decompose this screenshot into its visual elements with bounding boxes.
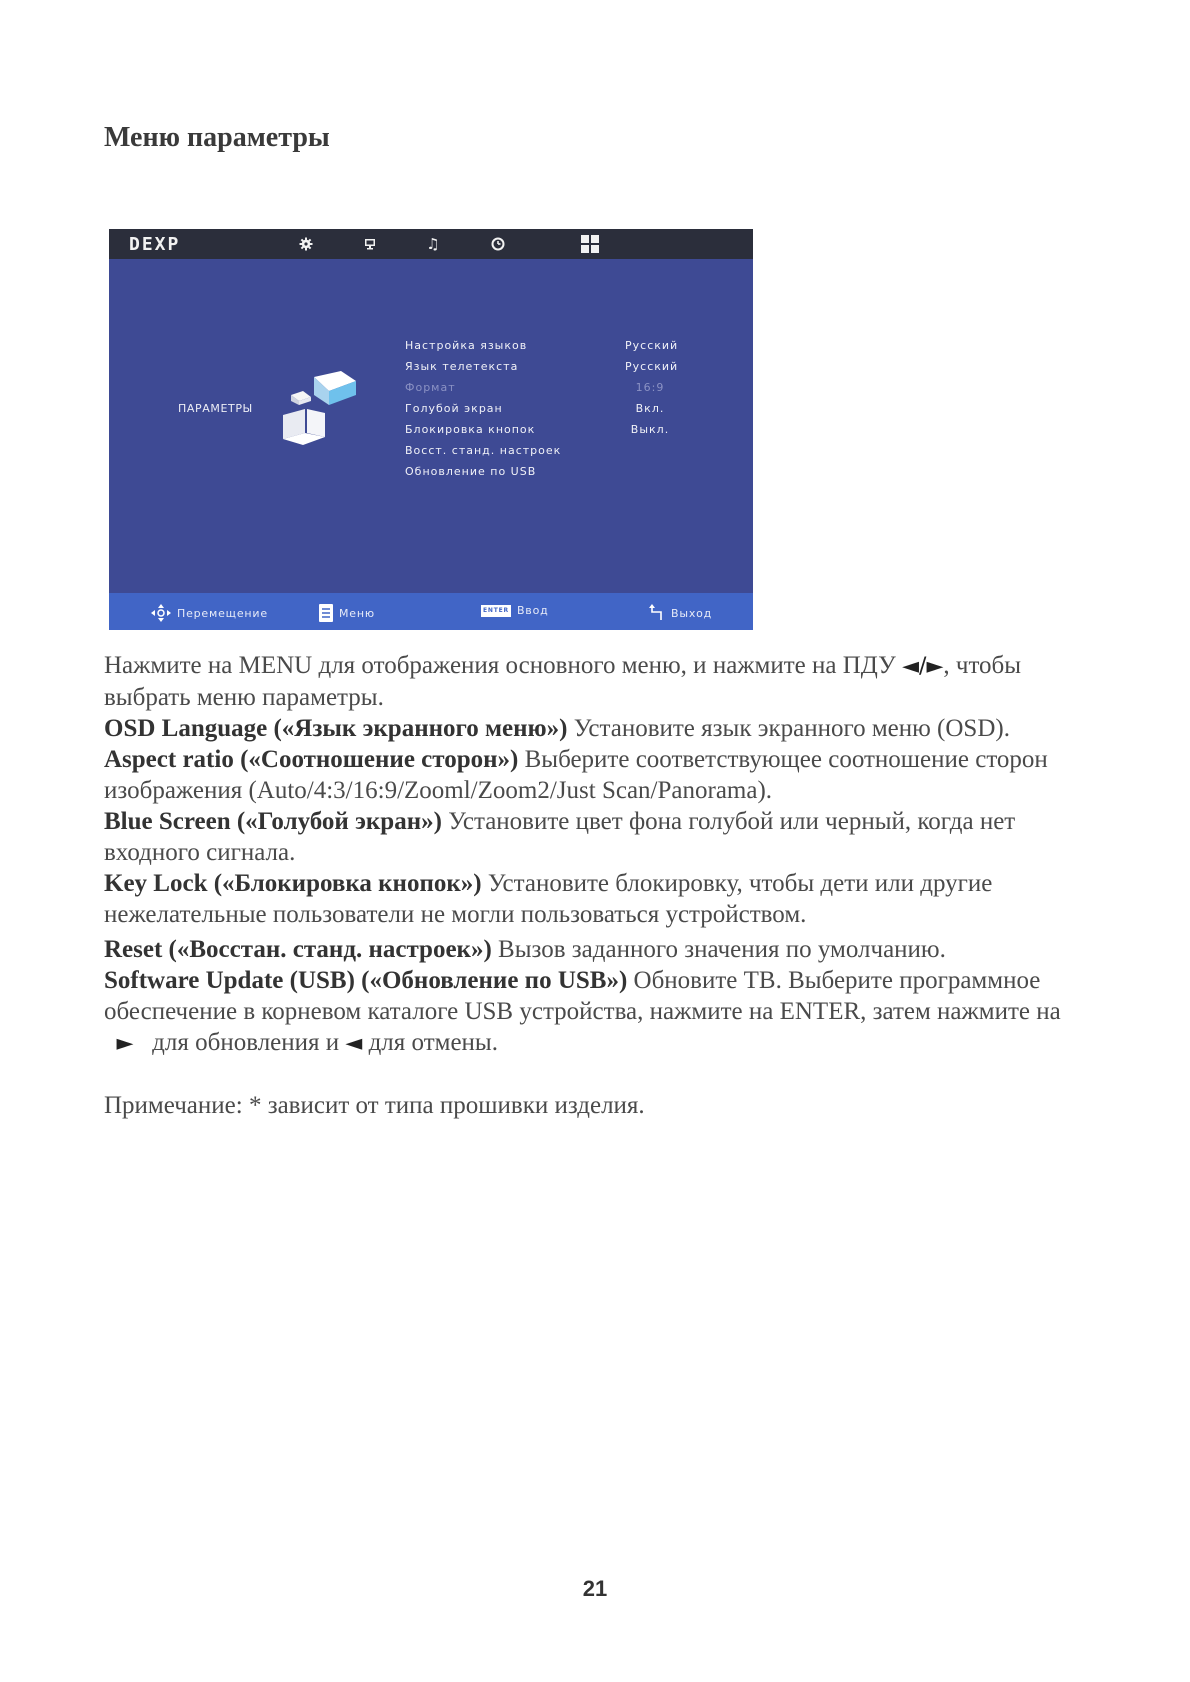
gear-icon[interactable] xyxy=(296,235,316,253)
blue-screen-paragraph: Blue Screen («Голубой экран») Установите цвет фона голубой или черный, когда нет входного сигнала. xyxy=(104,808,1016,866)
footer-menu: Меню xyxy=(319,604,375,622)
tv-footer-bar xyxy=(109,593,753,630)
enter-key-icon: ENTER xyxy=(481,605,511,617)
return-arrow-icon xyxy=(649,604,665,622)
settings-menu xyxy=(405,339,745,486)
page-number: 21 xyxy=(582,1576,608,1601)
settings-cubes-icon xyxy=(281,369,361,449)
osd-language-paragraph: OSD Language («Язык экранного меню») Установите язык экранного меню (OSD). xyxy=(104,715,1010,742)
grid-icon[interactable] xyxy=(580,235,600,253)
music-note-icon[interactable]: ♫ xyxy=(426,235,440,253)
tv-menu-screenshot xyxy=(109,229,753,630)
software-update-paragraph: Software Update (USB) («Обновление по USB») Обновите ТВ. Выберите программное обеспечение в корневом каталоге USB устройства, нажмите на ENTER, затем нажмите на ► для обновления и ◄ для отмены. xyxy=(104,967,1061,1056)
menu-item-key-lock[interactable]: Блокировка кнопок Выкл. xyxy=(405,423,670,436)
monitor-icon[interactable] xyxy=(360,235,380,253)
section-title: ПАРАМЕТРЫ xyxy=(178,402,253,415)
footer-move: Перемещение xyxy=(151,604,268,622)
menu-item-reset[interactable]: Восст. станд. настроек xyxy=(405,444,562,457)
directional-arrows-icon xyxy=(151,604,171,622)
menu-document-icon xyxy=(319,604,333,622)
menu-item-blue-screen[interactable]: Голубой экран Вкл. xyxy=(405,402,665,415)
menu-item-usb-update[interactable]: Обновление по USB xyxy=(405,465,537,478)
footer-enter: ENTER Ввод xyxy=(483,604,549,617)
footer-exit: Выход xyxy=(649,604,712,622)
tv-top-bar xyxy=(109,229,753,259)
clock-icon[interactable] xyxy=(488,235,508,253)
left-arrow-icon: ◄ xyxy=(345,1031,363,1056)
right-arrow-icon: ► xyxy=(116,1031,134,1056)
key-lock-paragraph: Key Lock («Блокировка кнопок») Установите блокировку, чтобы дети или другие нежелательные пользователи не могли пользоваться устройством. xyxy=(104,870,993,928)
dexp-logo: DEXP xyxy=(129,234,181,255)
menu-item-teletext-language[interactable]: Язык телетекста Русский xyxy=(405,360,679,373)
menu-item-osd-language[interactable]: Настройка языков Русский xyxy=(405,339,679,352)
left-right-arrows-icon: ◄/► xyxy=(902,654,944,679)
description-text xyxy=(104,650,1104,1121)
intro-paragraph: Нажмите на MENU для отображения основного меню, и нажмите на ПДУ ◄/►, чтобы выбрать меню параметры. xyxy=(104,652,1022,711)
aspect-ratio-paragraph: Aspect ratio («Соотношение сторон») Выберите соответствующее соотношение сторон изображения (Auto/4:3/16:9/Zooml/Zoom2/Just Scan/Panorama). xyxy=(104,746,1048,804)
page-title: Меню параметры xyxy=(104,122,330,153)
reset-paragraph: Reset («Восстан. станд. настроек») Вызов заданного значения по умолчанию. xyxy=(104,936,946,963)
note-paragraph: Примечание: * зависит от типа прошивки изделия. xyxy=(104,1092,645,1119)
menu-item-aspect-ratio: Формат 16:9 xyxy=(405,381,665,394)
